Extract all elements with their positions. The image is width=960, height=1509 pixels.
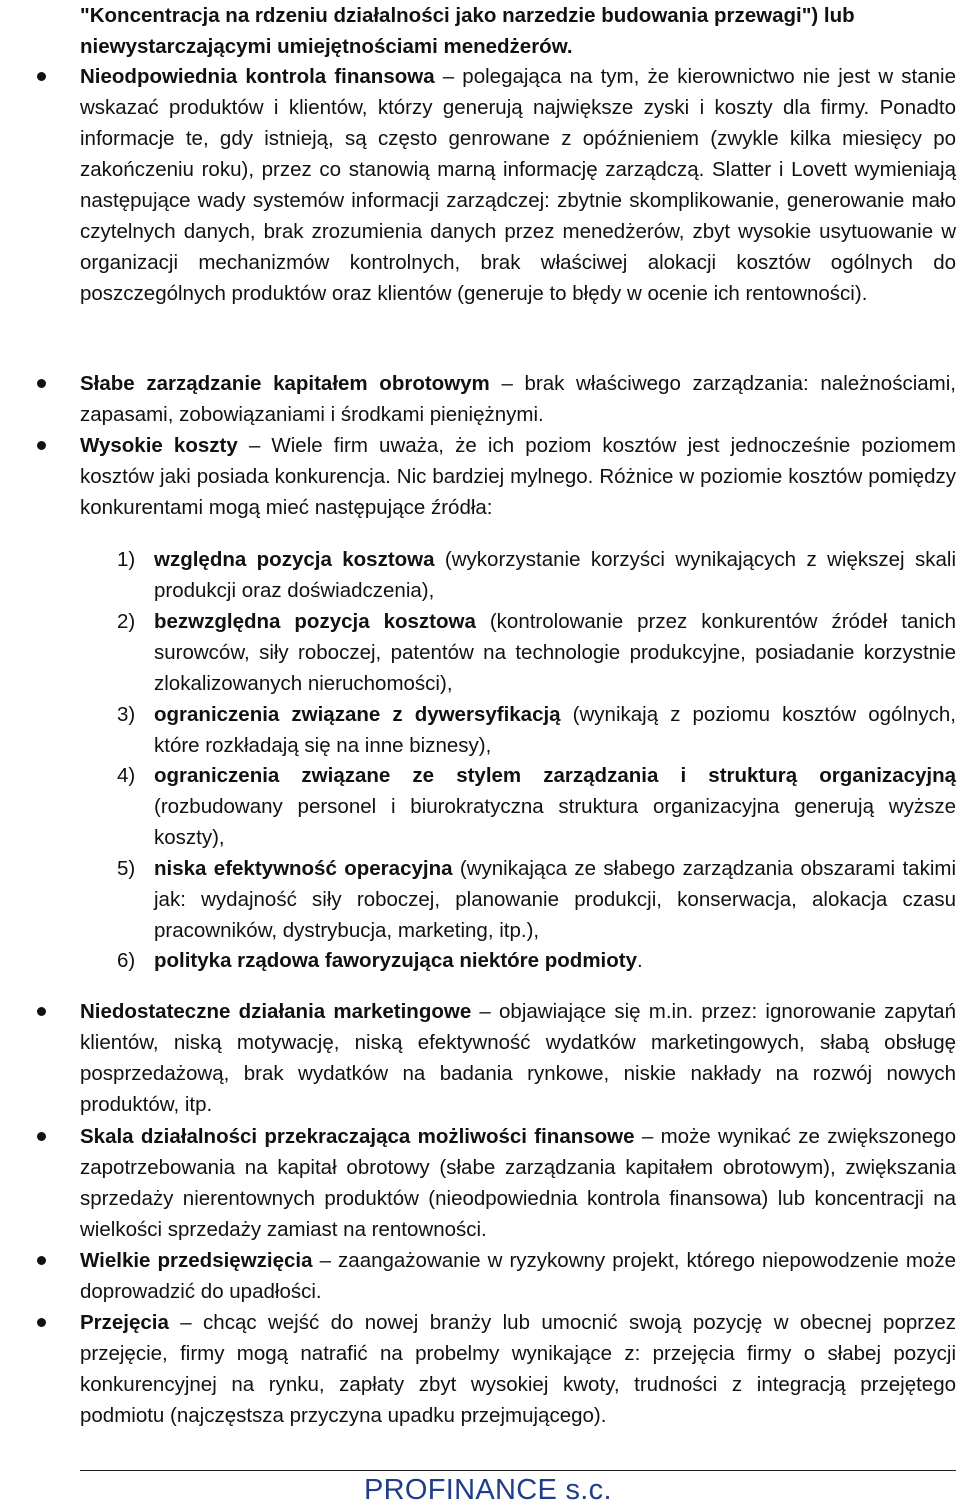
bullet-text: – chcąc wejść do nowej branży lub umocnić swoją pozycję w obecnej poprzez przejęcie, firmy mogą natrafić na probelmy wynikające z: przejęcia firmy o słabej pozycji konkurencyjnej na rynku, zapłaty zbyt wysokiej kwoty, trudności z integracją przejętego podmiotu (najczęstsza przyczyna upadku przejmującego).	[80, 1311, 956, 1427]
bullet-text: – brak właściwego zarządzania: należnościami, zapasami, zobowiązaniami i środkami pieniężnymi.	[80, 372, 956, 426]
bullet-title: Niedostateczne działania marketingowe	[80, 1000, 472, 1023]
list-item	[154, 853, 956, 946]
list-item-title: bezwzględna pozycja kosztowa	[154, 610, 476, 633]
continuation-paragraph	[80, 0, 956, 62]
list-item	[154, 544, 956, 606]
continuation-line-1: "Koncentracja na rdzeniu działalności jako narzedzie budowania przewagi") lub	[80, 4, 855, 27]
continuation-line-2: niewystarczającymi umiejętnościami menedżerów.	[80, 35, 573, 58]
bullet-text: – zaangażowanie w ryzykowny projekt, którego niepowodzenie może doprowadzić do upadłości.	[80, 1249, 956, 1303]
list-number: 4)	[117, 764, 136, 787]
bullet-icon	[37, 441, 46, 450]
list-item-text: (kontrolowanie przez konkurentów źródeł tanich surowców, siły roboczej, patentów na technologie produkcyjne, posiadanie korzystnie zlokalizowanych nieruchomości),	[154, 610, 956, 695]
bullet-text: – polegająca na tym, że kierownictwo nie jest w stanie wskazać produktów i klientów, którzy generują największe zyski i koszty dla firmy. Ponadto informacje te, gdy istnieją, są często genrowane z opóźnieniem (zwykle kilka miesięcy po zakończeniu roku), przez co stanowią marną informację zarządczą. Slatter i Lovett wymieniają następujące wady systemów informacji zarządczej: zbytnie skomplikowanie, generowanie mało czytelnych danych, brak zrozumienia danych przez menedżerów, zbyt wysokie usytuowanie w organizacji mechanizmów kontrolnych, brak właściwej alokacji kosztów ogólnych do poszczególnych produktów oraz klientów (generuje to błędy w ocenie ich rentowności).	[80, 65, 956, 305]
bullet-icon	[37, 1256, 46, 1265]
list-number: 2)	[117, 610, 136, 633]
bullet-paragraph	[80, 430, 956, 523]
list-number: 3)	[117, 703, 136, 726]
bullet-paragraph	[80, 1307, 956, 1431]
list-item-text: (wykorzystanie korzyści wynikających z większej skali produkcji oraz doświadczenia),	[154, 548, 956, 602]
bullet-paragraph	[80, 61, 956, 309]
list-item-title: niska efektywność operacyjna	[154, 857, 453, 880]
bullet-text: – Wiele firm uważa, że ich poziom kosztów jest jednocześnie poziomem kosztów jaki posiada konkurencja. Nic bardziej mylnego. Różnice w poziomie kosztów pomiędzy konkurentami mogą mieć następujące źródła:	[80, 434, 956, 519]
list-item-text: (rozbudowany personel i biurokratyczna struktura organizacyjna generują wyższe koszty),	[154, 795, 956, 849]
list-item	[154, 606, 956, 699]
footer-brand: PROFINANCE s.c.	[364, 1474, 612, 1506]
list-item-text: (wynikają z poziomu kosztów ogólnych, które rozkładają się na inne biznesy),	[154, 703, 957, 757]
list-item	[154, 699, 956, 761]
list-item-text: .	[637, 949, 643, 972]
bullet-icon	[37, 1132, 46, 1141]
bullet-title: Wielkie przedsięwzięcia	[80, 1249, 313, 1272]
bullet-text: – może wynikać ze zwiększonego zapotrzebowania na kapitał obrotowy (słabe zarządzania kapitałem obrotowym), zwiększania sprzedaży nierentownych produktów (nieodpowiednia kontrola finansowa) lub koncentracji na wielkości sprzedaży zamiast na rentowności.	[80, 1125, 956, 1241]
list-number: 6)	[117, 949, 136, 972]
bullet-paragraph	[80, 1121, 956, 1245]
footer-divider	[80, 1470, 956, 1471]
bullet-text: – objawiające się m.in. przez: ignorowanie zapytań klientów, niską motywację, niską efektywność wydatków marketingowych, słabą obsługę posprzedażową, brak wydatków na badania rynkowe, niskie nakłady na rozwój nowych produktów, itp.	[80, 1000, 956, 1116]
bullet-title: Nieodpowiednia kontrola finansowa	[80, 65, 435, 88]
list-number: 5)	[117, 857, 136, 880]
list-number: 1)	[117, 548, 136, 571]
bullet-icon	[37, 1007, 46, 1016]
bullet-icon	[37, 1318, 46, 1327]
bullet-title: Wysokie koszty	[80, 434, 238, 457]
list-item-title: względna pozycja kosztowa	[154, 548, 435, 571]
bullet-paragraph	[80, 996, 956, 1120]
list-item-text: (wynikająca ze słabego zarządzania obszarami takimi jak: wydajność siły roboczej, planowanie produkcji, konserwacja, alokacja czasu pracowników, dystrybucja, marketing, itp.),	[154, 857, 956, 942]
bullet-title: Słabe zarządzanie kapitałem obrotowym	[80, 372, 490, 395]
list-item-title: ograniczenia związane z dywersyfikacją	[154, 703, 561, 726]
list-item-title: ograniczenia związane ze stylem zarządzania i strukturą organizacyjną	[154, 764, 956, 787]
bullet-icon	[37, 72, 46, 81]
bullet-paragraph	[80, 368, 956, 430]
list-item	[154, 945, 956, 976]
bullet-title: Przejęcia	[80, 1311, 169, 1334]
list-item	[154, 760, 956, 853]
list-item-title: polityka rządowa faworyzująca niektóre podmioty	[154, 949, 638, 972]
bullet-title: Skala działalności przekraczająca możliwości finansowe	[80, 1125, 635, 1148]
bullet-icon	[37, 379, 46, 388]
bullet-paragraph	[80, 1245, 956, 1307]
